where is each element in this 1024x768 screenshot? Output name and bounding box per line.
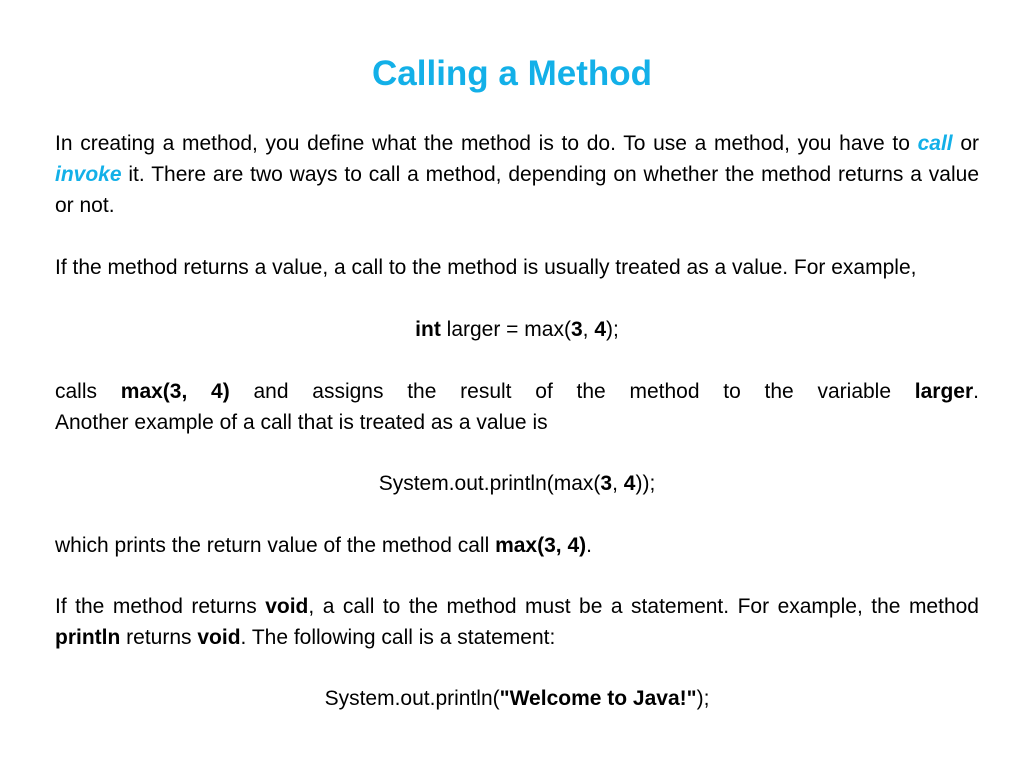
void-text-3: returns xyxy=(120,626,198,649)
calls-bold-larger: larger xyxy=(914,380,974,403)
code-println-welcome xyxy=(55,683,979,714)
code-arg-2: 4 xyxy=(594,318,606,341)
code-println-max xyxy=(55,468,979,499)
slide-title: Calling a Method xyxy=(372,54,652,93)
code-text-2: ); xyxy=(606,318,619,341)
keyword-invoke: invoke xyxy=(55,163,122,186)
which-prints-bold-max: max(3, 4) xyxy=(495,534,587,557)
code-int-larger xyxy=(55,314,979,345)
paragraph-intro xyxy=(55,128,979,221)
paragraph-another-example xyxy=(55,407,979,438)
intro-text-2: or xyxy=(952,132,979,155)
paragraph-returns-void xyxy=(55,591,979,653)
paragraph-which-prints xyxy=(55,530,979,561)
code-keyword-int: int xyxy=(415,318,441,341)
paragraph-returns-value xyxy=(55,252,979,283)
code2-text-1: System.out.println(max( xyxy=(378,472,601,495)
which-prints-text-2: . xyxy=(586,534,592,557)
intro-text-3: it. There are two ways to call a method, depending on whether the method returns a value or not. xyxy=(55,163,979,217)
void-text-2: , a call to the method must be a statement. For example, the method xyxy=(308,595,979,618)
code-arg-1: 3 xyxy=(570,318,583,341)
intro-text-1: In creating a method, you define what the method is to do. To use a method, you have to xyxy=(55,132,918,155)
void-bold-1: void xyxy=(265,595,309,618)
code3-text-2: ); xyxy=(696,687,710,710)
another-example-text: Another example of a call that is treated as a value is xyxy=(55,411,548,434)
code-text-1: larger = max( xyxy=(440,318,571,341)
returns-value-text: If the method returns a value, a call to the method is usually treated as a value. For example, xyxy=(55,256,917,279)
paragraph-calls-max xyxy=(55,376,979,407)
code2-text-2: )); xyxy=(635,472,656,495)
keyword-call: call xyxy=(917,132,953,155)
void-text-1: If the method returns xyxy=(55,595,266,618)
calls-text-3: . xyxy=(973,380,979,403)
which-prints-text-1: which prints the return value of the method call xyxy=(55,534,496,557)
void-bold-2: void xyxy=(197,626,241,649)
code2-arg-1: 3 xyxy=(600,472,613,495)
code3-string: "Welcome to Java!" xyxy=(499,687,697,710)
void-bold-println: println xyxy=(55,626,121,649)
calls-text-2: and assigns the result of the method to the variable xyxy=(229,380,915,403)
void-text-4: . The following call is a statement: xyxy=(240,626,556,649)
code2-arg-2: 4 xyxy=(623,472,636,495)
code-sep: , xyxy=(582,318,595,341)
calls-bold-max: max(3, 4) xyxy=(120,380,230,403)
calls-text-1: calls xyxy=(55,380,121,403)
code2-sep: , xyxy=(612,472,624,495)
code3-text-1: System.out.println( xyxy=(324,687,500,710)
